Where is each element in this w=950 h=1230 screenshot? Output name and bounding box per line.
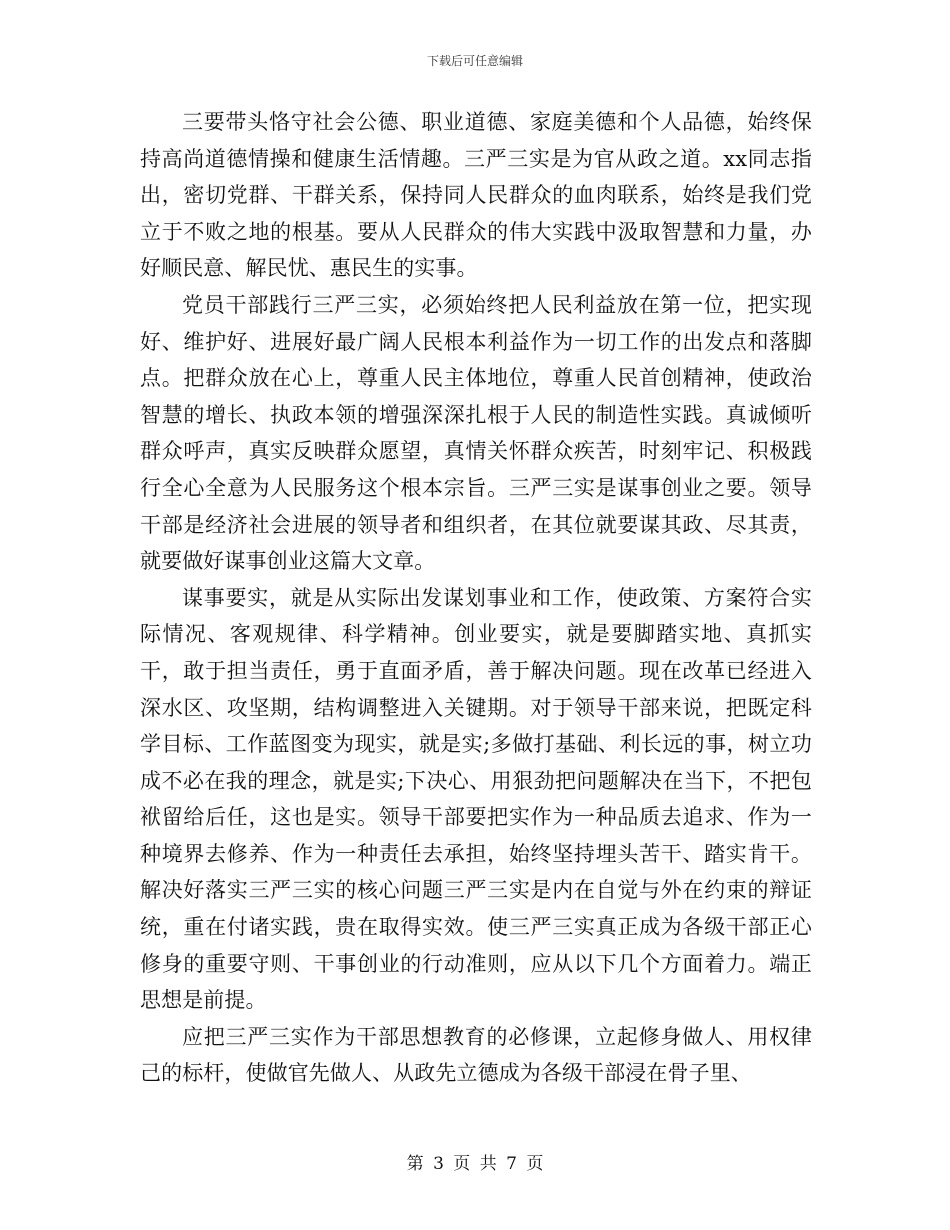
paragraph-2: 党员干部践行三严三实，必须始终把人民利益放在第一位，把实现好、维护好、进展好最广阔人民根本利益作为一切工作的出发点和落脚点。把群众放在心上，尊重人民主体地位，尊重人民首创精神，使政治智慧的增长、执政本领的增强深深扎根于人民的制造性实践。真诚倾听群众呼声，真实反映群众愿望，真情关怀群众疾苦，时刻牢记、积极践行全心全意为人民服务这个根本宗旨。三严三实是谋事创业之要。领导干部是经济社会进展的领导者和组织者，在其位就要谋其政、尽其责，就要做好谋事创业这篇大文章。 — [140, 292, 812, 574]
page-number: 第 3 页 共 7 页 — [406, 1154, 544, 1174]
paragraph-3: 谋事要实，就是从实际出发谋划事业和工作，使政策、方案符合实际情况、客观规律、科学精神。创业要实，就是要脚踏实地、真抓实干，敢于担当责任，勇于直面矛盾，善于解决问题。现在改革已经进入深水区、攻坚期，结构调整进入关键期。对于领导干部来说，把既定科学目标、工作蓝图变为现实，就是实;多做打基础、利长远的事，树立功成不必在我的理念，就是实;下决心、用狠劲把问题解决在当下，不把包袱留给后任，这也是实。领导干部要把实作为一种品质去追求、作为一种境界去修养、作为一种责任去承担，始终坚持埋头苦干、踏实肯干。解决好落实三严三实的核心问题三严三实是内在自觉与外在约束的辩证统，重在付诸实践，贵在取得实效。使三严三实真正成为各级干部正心修身的重要守则、干事创业的行动准则，应从以下几个方面着力。端正思想是前提。 — [140, 585, 812, 1013]
document-body — [140, 104, 812, 1092]
paragraph-4: 应把三严三实作为干部思想教育的必修课，立起修身做人、用权律己的标杆，使做官先做人、从政先立德成为各级干部浸在骨子里、 — [140, 1024, 812, 1086]
page-header-note: 下载后可任意编辑 — [426, 54, 523, 68]
paragraph-1: 三要带头恪守社会公德、职业道德、家庭美德和个人品德，始终保持高尚道德情操和健康生活情趣。三严三实是为官从政之道。xx同志指出，密切党群、干群关系，保持同人民群众的血肉联系，始终是我们党立于不败之地的根基。要从人民群众的伟大实践中汲取智慧和力量，办好顺民意、解民忧、惠民生的实事。 — [140, 110, 812, 281]
